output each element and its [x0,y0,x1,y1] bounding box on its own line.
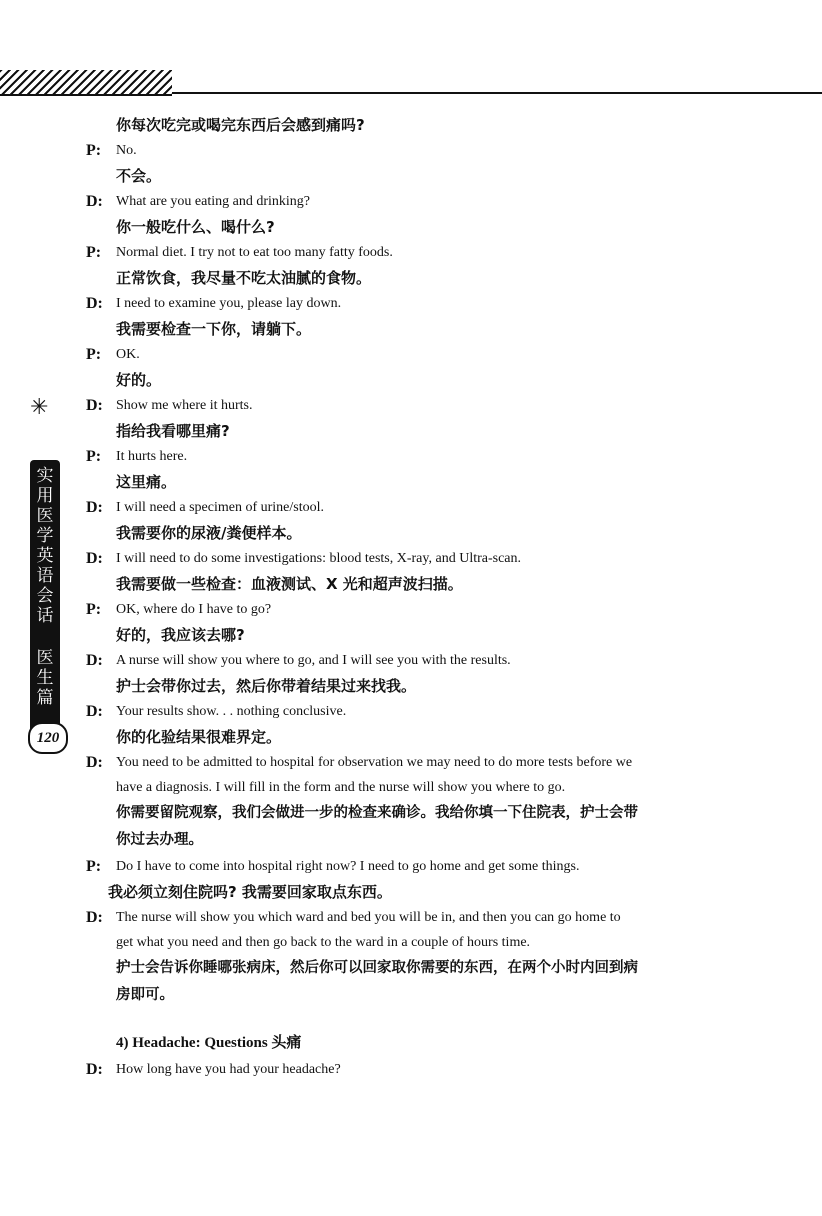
en-line [86,342,734,367]
cn-line: 护士会带你过去，然后你带着结果过来找我。 [116,677,417,695]
en-line [86,546,734,571]
spark-icon: ✳ [30,394,49,419]
en-line: get what you need and then go back to the ward in a couple of hours time. [116,935,531,950]
cn-line: 不会。 [116,167,162,185]
cn-line: 我必须立刻住院吗? 我需要回家取点东西。 [108,883,392,901]
cn-line: 你一般吃什么、喝什么? [116,218,275,236]
en-line [86,495,734,520]
en-line [86,699,734,724]
speaker-label: D: [86,1061,103,1078]
en-line [86,444,734,469]
en-text: No. [116,143,137,158]
header-hatch-decoration [0,70,172,96]
cn-line: 好的。 [116,371,162,389]
en-text: It hurts here. [116,449,188,464]
cn-line: 你每次吃完或喝完东西后会感到痛吗? [116,116,365,134]
page-number: 120 [28,722,68,754]
cn-line: 我需要你的尿液/粪便样本。 [116,524,302,542]
en-text: OK. [116,347,140,362]
en-text: A nurse will show you where to go, and I will see you with the results. [116,653,511,668]
en-line [86,854,734,879]
speaker-label: P: [86,858,102,875]
cn-line: 你过去办理。 [116,832,203,848]
header-rule [172,92,822,94]
speaker-label: P: [86,346,102,363]
cn-line: 正常饮食，我尽量不吃太油腻的食物。 [116,269,372,287]
en-text: I will need to do some investigations: blood tests, X-ray, and Ultra-scan. [116,551,522,566]
en-line [86,240,734,265]
cn-line: 指给我看哪里痛? [116,422,230,440]
section-gap [86,1009,734,1029]
speaker-label: P: [86,601,102,618]
en-text: OK, where do I have to go? [116,602,272,617]
en-text: Your results show. . . nothing conclusive. [116,704,347,719]
en-line [86,750,734,775]
speaker-label: D: [86,499,103,516]
en-text: Do I have to come into hospital right now? I need to go home and get some things. [116,859,580,874]
speaker-label: D: [86,397,103,414]
en-line [86,138,734,163]
section-heading: 4) Headache: Questions 头痛 [116,1035,302,1051]
en-line [86,1057,734,1082]
en-text: I will need a specimen of urine/stool. [116,500,324,515]
cn-line: 我需要做一些检查：血液测试、X 光和超声波扫描。 [116,575,463,593]
speaker-label: D: [86,703,103,720]
cn-line: 你的化验结果很难界定。 [116,728,282,746]
en-text: Normal diet. I try not to eat too many fatty foods. [116,245,393,260]
cn-line: 我需要检查一下你，请躺下。 [116,320,312,338]
cn-line: 房即可。 [116,987,174,1003]
volume-title: 医生篇 [36,648,54,708]
speaker-label: D: [86,550,103,567]
speaker-label: P: [86,244,102,261]
en-line: have a diagnosis. I will fill in the form and the nurse will show you where to go. [116,780,566,795]
en-text: What are you eating and drinking? [116,194,310,209]
speaker-label: P: [86,142,102,159]
book-title: 实用医学英语会话 [36,466,54,626]
en-line [86,291,734,316]
speaker-label: P: [86,448,102,465]
en-text: You need to be admitted to hospital for observation we may need to do more tests before we [116,755,633,770]
en-line [86,393,734,418]
speaker-label: D: [86,754,103,771]
cn-line: 好的，我应该去哪? [116,626,245,644]
en-text: Show me where it hurts. [116,398,253,413]
speaker-label: D: [86,193,103,210]
en-text: How long have you had your headache? [116,1062,341,1077]
speaker-label: D: [86,295,103,312]
cn-line: 护士会告诉你睡哪张病床，然后你可以回家取你需要的东西，在两个小时内回到病 [116,960,638,976]
en-text: The nurse will show you which ward and bed you will be in, and then you can go home to [116,910,621,925]
en-line [86,597,734,622]
speaker-label: D: [86,652,103,669]
en-line [86,189,734,214]
cn-line: 你需要留院观察，我们会做进一步的检查来确诊。我给你填一下住院表，护士会带 [116,805,638,821]
cn-line: 这里痛。 [116,473,177,491]
en-text: I need to examine you, please lay down. [116,296,342,311]
dialogue-content [86,112,734,1082]
side-tab [28,394,68,760]
en-line [86,905,734,930]
en-line [86,648,734,673]
speaker-label: D: [86,909,103,926]
